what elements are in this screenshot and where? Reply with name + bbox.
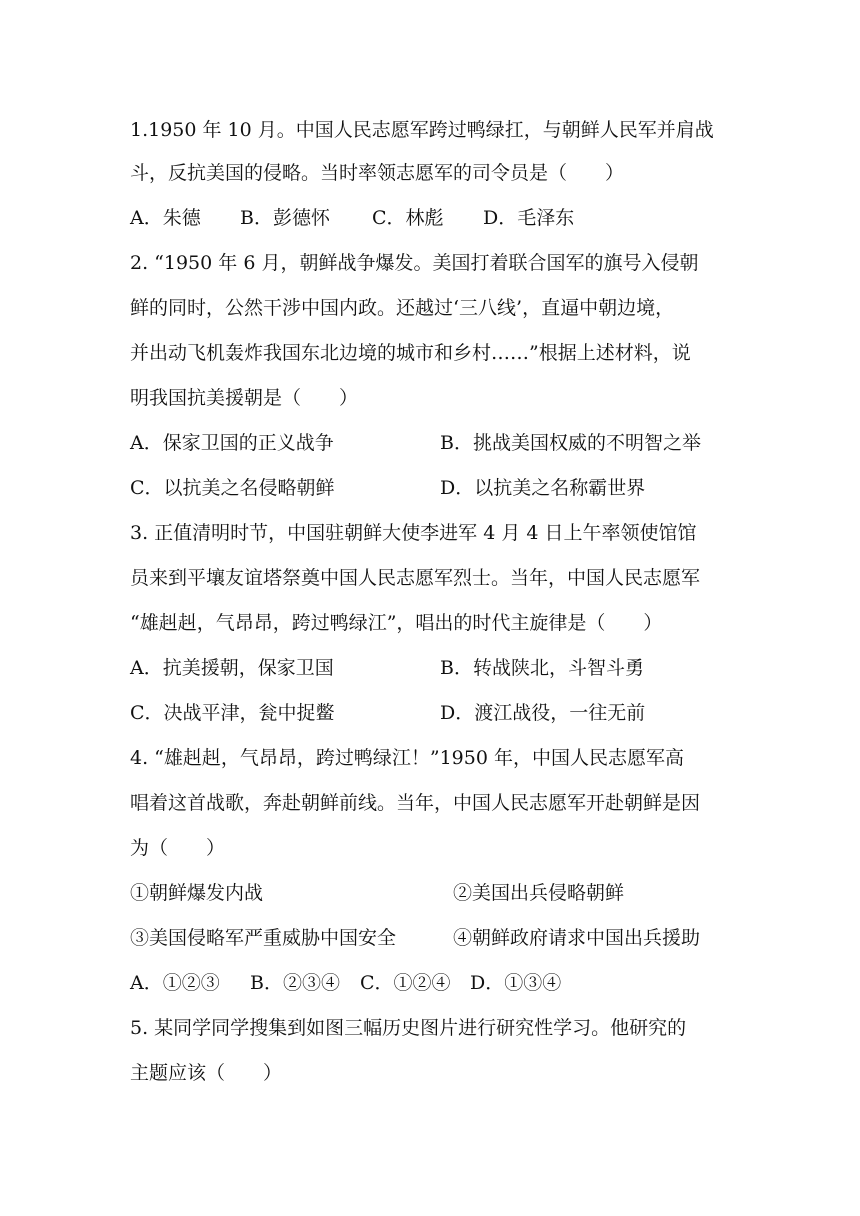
statement-1: ①朝鲜爆发内战: [130, 882, 264, 904]
question-4-stem-line-3: 为（ ）: [130, 837, 226, 859]
option-c: C．决战平津，瓮中捉鳖: [130, 702, 335, 724]
question-5-stem-line-1: 5. 某同学同学搜集到如图三幅历史图片进行研究性学习。他研究的: [130, 1017, 687, 1039]
option-b: B．转战陕北，斗智斗勇: [440, 657, 644, 679]
option-c: C．林彪: [372, 207, 444, 229]
option-d: D．以抗美之名称霸世界: [440, 477, 646, 499]
option-a: A．保家卫国的正义战争: [130, 432, 334, 454]
option-a: A．①②③: [130, 972, 220, 994]
question-1-stem-line-1: 1.1950 年 10 月。中国人民志愿军跨过鸭绿扛，与朝鲜人民军并肩战: [130, 119, 714, 141]
option-d: D．①③④: [470, 972, 562, 994]
option-b: B．彭德怀: [240, 207, 330, 229]
question-2-stem-line-3: 并出动飞机轰炸我国东北边境的城市和乡村……”根据上述材料，说: [130, 342, 691, 364]
question-1-stem-line-2: 斗，反抗美国的侵略。当时率领志愿军的司令员是（ ）: [130, 162, 625, 184]
question-4-stem-line-1: 4. “雄赳赳，气昂昂，跨过鸭绿江！”1950 年，中国人民志愿军高: [130, 747, 684, 769]
option-b: B．挑战美国权威的不明智之举: [440, 432, 701, 454]
question-3-stem-line-1: 3. 正值清明时节，中国驻朝鲜大使李进军 4 月 4 日上午率领使馆馆: [130, 522, 697, 544]
statement-3: ③美国侵略军严重威胁中国安全: [130, 927, 397, 949]
question-4-stem-line-2: 唱着这首战歌，奔赴朝鲜前线。当年，中国人民志愿军开赴朝鲜是因: [130, 792, 701, 814]
question-4-statements-row-2: [130, 926, 750, 950]
question-2-stem-line-1: 2. “1950 年 6 月，朝鲜战争爆发。美国打着联合国军的旗号入侵朝: [130, 252, 699, 274]
question-1-options: [130, 206, 750, 230]
option-c: C．以抗美之名侵略朝鲜: [130, 477, 335, 499]
option-a: A．朱德: [130, 207, 201, 229]
option-a: A．抗美援朝，保家卫国: [130, 657, 334, 679]
question-3-options-row-1: [130, 656, 750, 680]
option-c: C．①②④: [360, 972, 451, 994]
question-5-stem-line-2: 主题应该（ ）: [130, 1062, 283, 1084]
question-2-stem-line-4: 明我国抗美援朝是（ ）: [130, 387, 359, 409]
option-d: D．渡江战役，一往无前: [440, 702, 646, 724]
question-3-stem-line-2: 员来到平壤友谊塔祭奠中国人民志愿军烈士。当年，中国人民志愿军: [130, 567, 701, 589]
question-2-options-row-2: [130, 476, 750, 500]
statement-4: ④朝鲜政府请求中国出兵援助: [453, 927, 701, 949]
question-2-options-row-1: [130, 431, 750, 455]
question-2-stem-line-2: 鲜的同时，公然干涉中国内政。还越过‘三八线’，直逼中朝边境，: [130, 297, 675, 319]
option-d: D．毛泽东: [483, 207, 575, 229]
question-3-stem-line-3: “雄赳赳，气昂昂，跨过鸭绿江”，唱出的时代主旋律是（ ）: [130, 612, 663, 634]
question-4-options: [130, 971, 750, 995]
question-4-statements-row-1: [130, 881, 750, 905]
statement-2: ②美国出兵侵略朝鲜: [453, 882, 625, 904]
question-3-options-row-2: [130, 701, 750, 725]
option-b: B．②③④: [250, 972, 340, 994]
